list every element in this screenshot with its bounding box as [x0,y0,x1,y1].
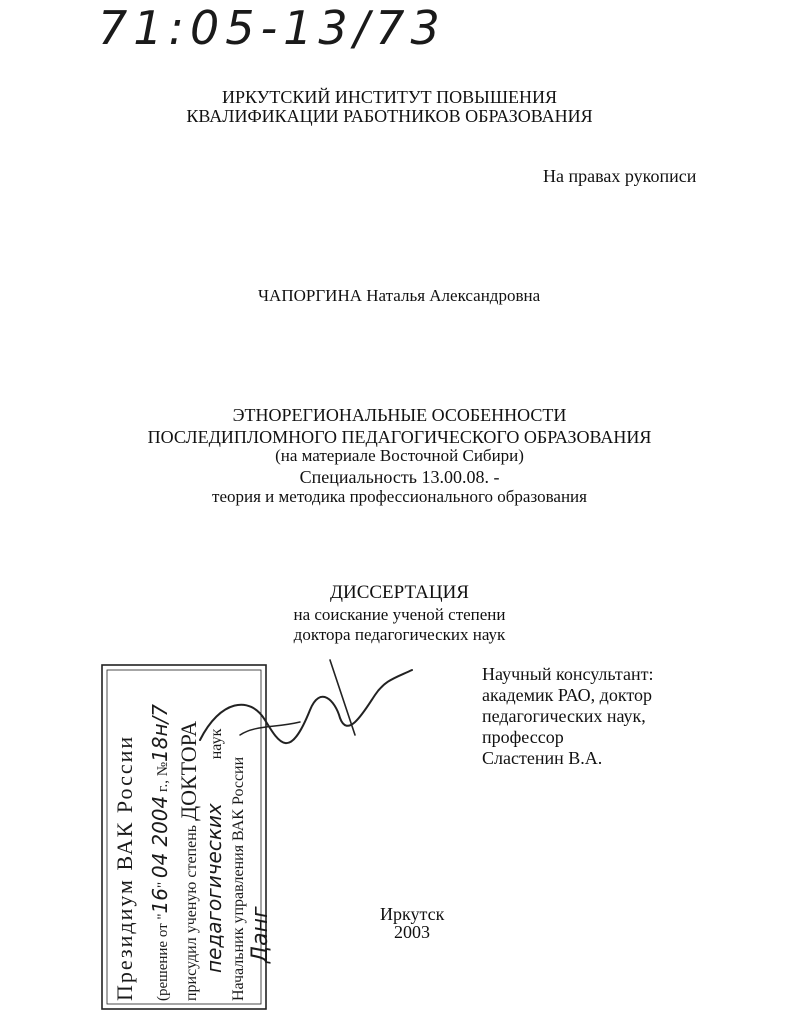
stamp-year: 2004 [148,795,172,847]
consultant-title: академик РАО, доктор [482,685,652,705]
degree-line-2: доктора педагогических наук [293,625,506,644]
rights-note: На правах рукописи [543,166,697,186]
year: 2003 [394,922,430,942]
institute-line-1: ИРКУТСКИЙ ИНСТИТУТ ПОВЫШЕНИЯ [222,87,557,107]
consultant-block [482,664,654,769]
stamp-day: 16 [148,887,172,914]
stamp-head: Начальник управления ВАК России [230,756,247,1001]
stamp-decision-suffix: г., № [155,761,171,796]
consultant-name: Сластенин В.А. [482,748,603,768]
stamp-degree-prefix: присудил ученую степень [183,820,200,1001]
consultant-degree: педагогических наук, [482,706,646,726]
stamp-field-value: педагогических [202,803,226,973]
stamp-decision-prefix: (решение от " [155,913,171,1001]
stamp-month: 04 [148,852,172,879]
title-line-1: ЭТНОРЕГИОНАЛЬНЫЕ ОСОБЕННОСТИ [232,405,567,425]
consultant-label: Научный консультант: [482,664,654,684]
stamp-field-suffix: наук [208,728,225,764]
title-line-3: (на материале Восточной Сибири) [275,446,524,465]
city: Иркутск [380,904,445,924]
institute-line-2: КВАЛИФИКАЦИИ РАБОТНИКОВ ОБРАЗОВАНИЯ [186,106,593,126]
signature-flourish [180,640,420,770]
degree-line-1: на соискание ученой степени [293,605,506,624]
specialty-name: теория и методика профессионального образования [212,487,587,506]
stamp-signature: Данг [248,906,273,963]
dissertation-heading: ДИССЕРТАЦИЯ [330,582,469,603]
archive-number: 71:05-13/73 [98,1,446,55]
stamp-number: 18н/7 [148,703,172,762]
consultant-rank: профессор [482,727,564,747]
stamp-degree-value: ДОКТОРА [176,721,201,821]
author-name: ЧАПОРГИНА Наталья Александровна [258,286,541,305]
stamp-decision-mid: " [155,878,171,888]
specialty-line: Специальность 13.00.08. - [299,467,500,487]
stamp-decision [148,704,172,1001]
title-line-2: ПОСЛЕДИПЛОМНОГО ПЕДАГОГИЧЕСКОГО ОБРАЗОВАНИЯ [147,427,652,447]
stamp-presidium: Президиум ВАК России [112,734,137,1001]
